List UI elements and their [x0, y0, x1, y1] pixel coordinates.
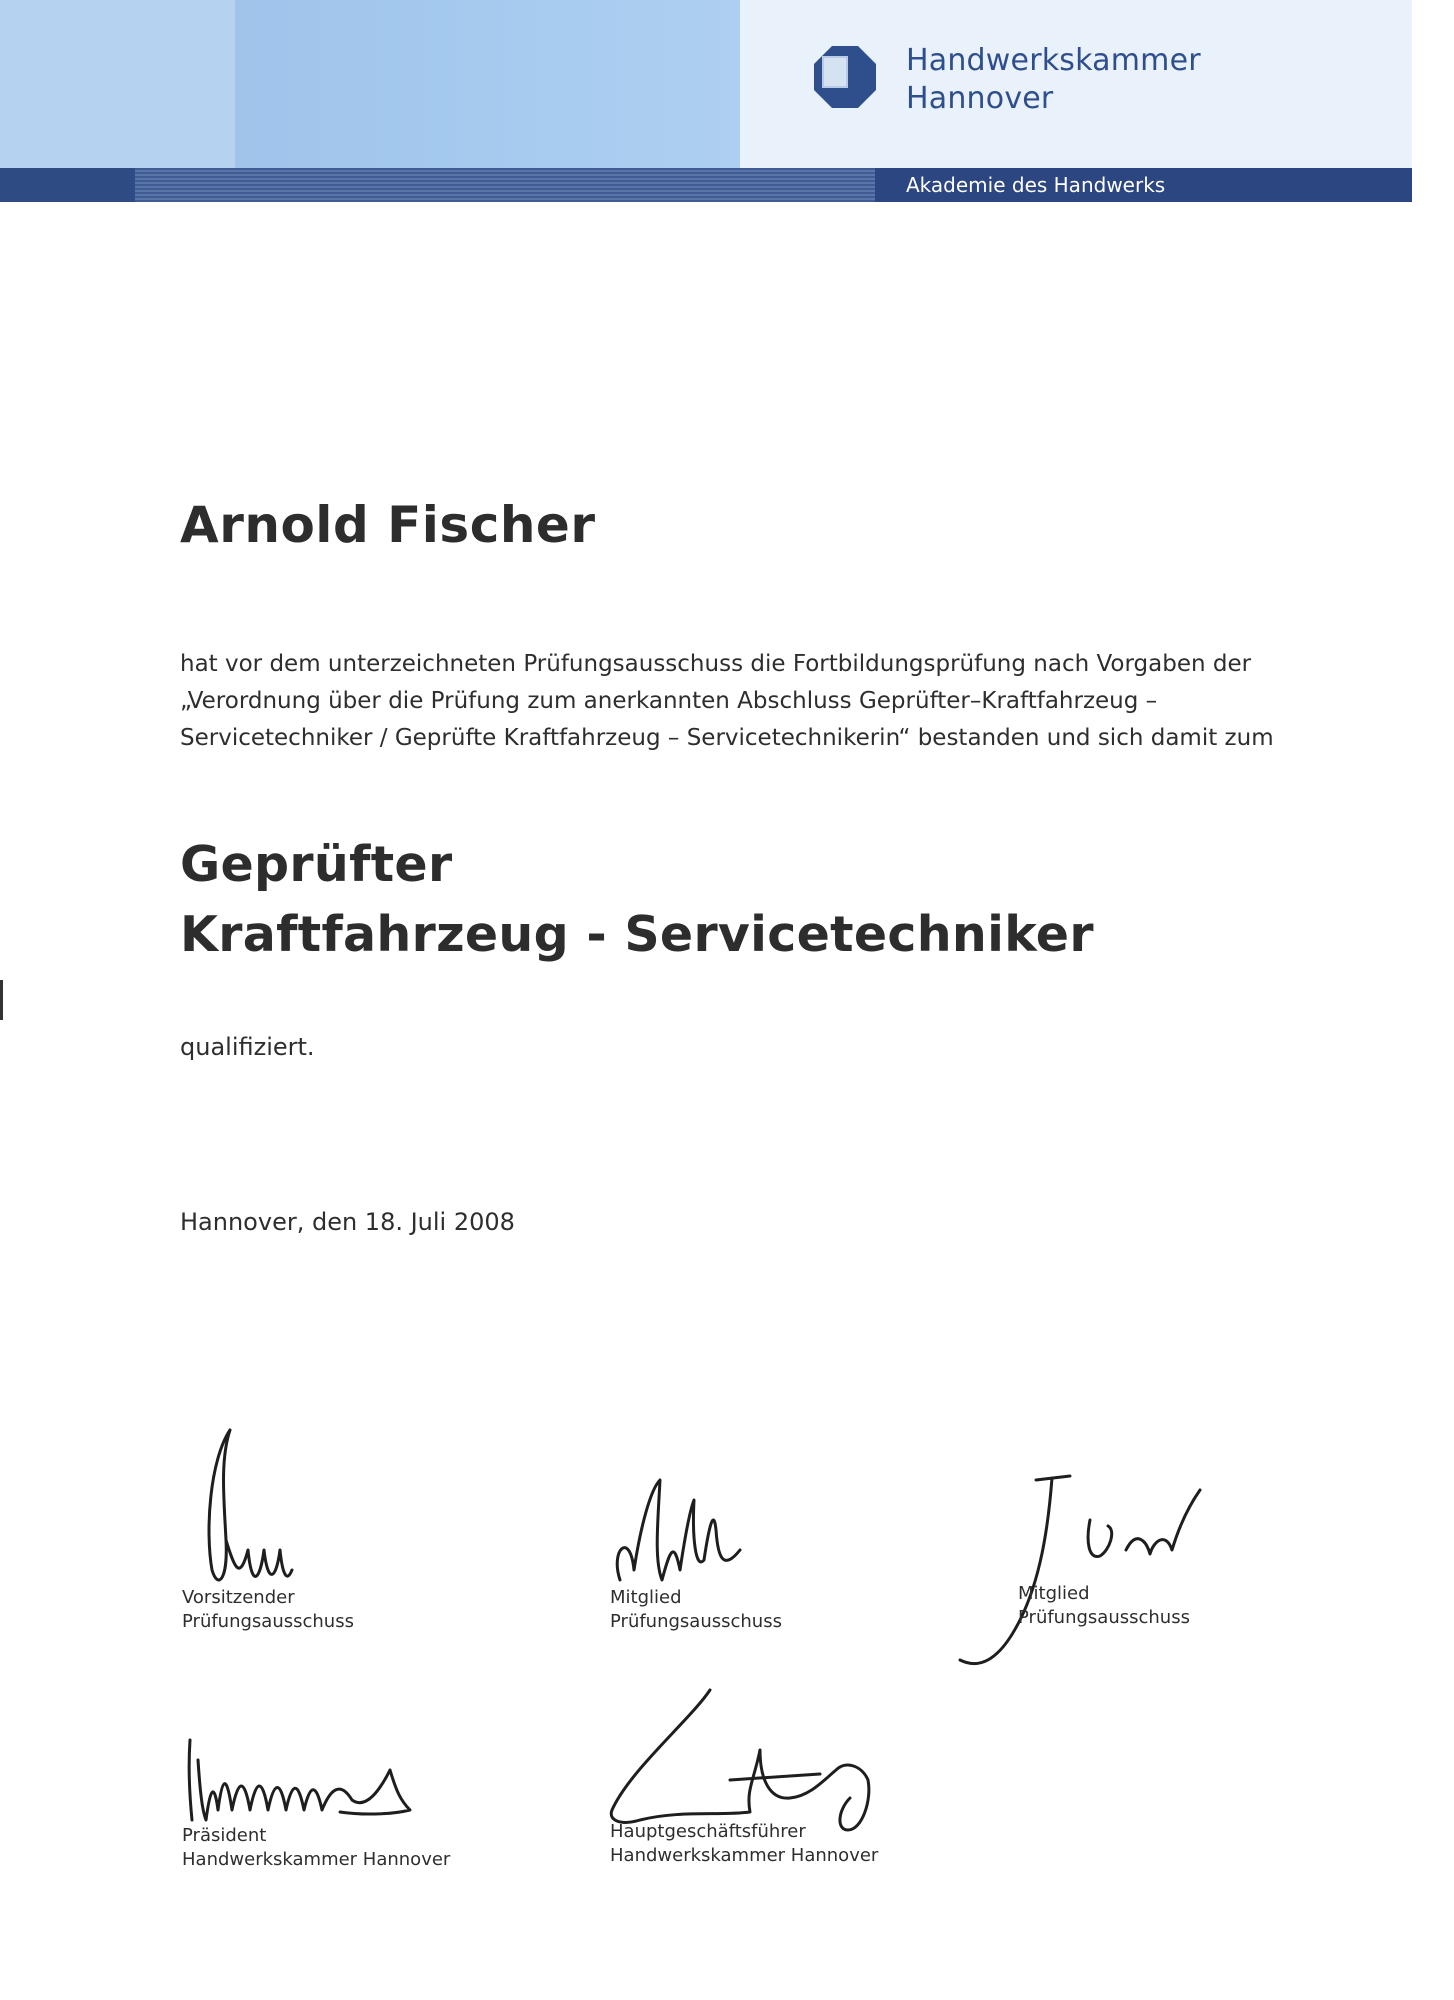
signature-role: Mitglied — [1018, 1583, 1090, 1604]
body-line: hat vor dem unterzeichneten Prüfungsausschuss die Fortbildungsprüfung nach Vorgaben der — [180, 651, 1252, 677]
signature-role: Hauptgeschäftsführer — [610, 1821, 806, 1842]
signature-label-hauptgeschaeftsfuehrer — [610, 1820, 878, 1868]
certificate-header — [0, 0, 1412, 202]
signature-praesident — [180, 1720, 420, 1830]
certificate-body-text — [180, 646, 1330, 757]
signature-label-mitglied-2 — [1018, 1582, 1190, 1630]
handwerkskammer-logo-icon — [812, 44, 878, 114]
signature-label-vorsitzender — [182, 1586, 354, 1634]
signature-vorsitzender — [190, 1420, 330, 1600]
body-line: Servicetechniker / Geprüfte Kraftfahrzeug – Servicetechnikerin“ bestanden und sich damit zum — [180, 725, 1274, 751]
qualified-text: qualifiziert. — [180, 1033, 315, 1061]
organization-subtitle: Akademie des Handwerks — [906, 173, 1166, 197]
place-and-date: Hannover, den 18. Juli 2008 — [180, 1208, 515, 1236]
signature-role: Präsident — [182, 1825, 267, 1846]
signature-role: Vorsitzender — [182, 1587, 295, 1608]
body-line: „Verordnung über die Prüfung zum anerkannten Abschluss Geprüfter–Kraftfahrzeug – — [180, 688, 1158, 714]
signature-body: Handwerkskammer Hannover — [610, 1845, 879, 1866]
signature-role: Mitglied — [610, 1587, 682, 1608]
header-light-band-left — [0, 0, 235, 168]
signature-mitglied-2 — [940, 1470, 1210, 1670]
scan-edge-mark — [0, 980, 3, 1020]
signature-label-mitglied-1 — [610, 1586, 782, 1634]
qualification-title — [180, 830, 1094, 970]
organization-name-line1: Handwerkskammer — [906, 43, 1201, 78]
qualification-title-line2: Kraftfahrzeug - Servicetechniker — [180, 906, 1094, 963]
signature-body: Prüfungsausschuss — [610, 1611, 782, 1632]
organization-name-line2: Hannover — [906, 81, 1054, 116]
signature-label-praesident — [182, 1824, 450, 1872]
recipient-name: Arnold Fischer — [180, 496, 596, 554]
organization-name — [906, 42, 1201, 118]
header-dark-band-left — [0, 168, 135, 202]
qualification-title-line1: Geprüfter — [180, 836, 453, 893]
signature-body: Prüfungsausschuss — [1018, 1607, 1190, 1628]
signature-mitglied-1 — [600, 1470, 760, 1600]
signature-body: Handwerkskammer Hannover — [182, 1849, 451, 1870]
signature-body: Prüfungsausschuss — [182, 1611, 354, 1632]
